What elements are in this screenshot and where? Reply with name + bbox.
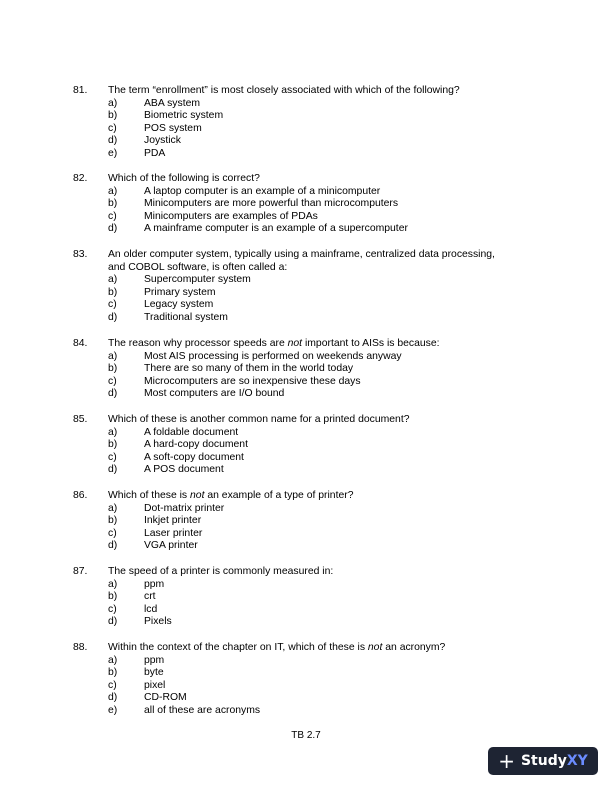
option <box>0 123 612 136</box>
option-letter: c) <box>108 210 117 222</box>
option <box>0 148 612 161</box>
option-letter: a) <box>108 185 118 197</box>
option-text: Legacy system <box>144 299 214 311</box>
question-84 <box>0 338 612 401</box>
option <box>0 515 612 528</box>
option-text: There are so many of them in the world today <box>144 363 354 375</box>
brand-name-main: Study <box>520 753 567 769</box>
option-letter: b) <box>108 591 118 603</box>
option <box>0 110 612 123</box>
option-text: Primary system <box>144 286 216 298</box>
option-letter: b) <box>108 110 118 122</box>
option <box>0 616 612 629</box>
brand-name-accent: XY <box>566 753 588 769</box>
question-text: Which of the following is correct? <box>108 173 260 184</box>
option-text: Microcomputers are so inexpensive these days <box>144 375 361 387</box>
option-letter: a) <box>108 274 118 286</box>
option-text: Supercomputer system <box>144 274 251 286</box>
option-letter: b) <box>108 198 118 210</box>
option-letter: d) <box>108 616 118 628</box>
option <box>0 388 612 401</box>
option <box>0 452 612 465</box>
option <box>0 503 612 516</box>
option-letter: b) <box>108 515 118 527</box>
option <box>0 427 612 440</box>
option <box>0 98 612 111</box>
option <box>0 540 612 553</box>
option-text: PDA <box>144 147 166 159</box>
option-letter: d) <box>108 135 118 147</box>
question-number: 84. <box>73 338 88 349</box>
option-text: Minicomputers are more powerful than microcomputers <box>144 198 399 210</box>
option-text: Minicomputers are examples of PDAs <box>144 210 318 222</box>
option-letter: e) <box>108 147 118 159</box>
option-letter: d) <box>108 540 118 552</box>
option-text: CD-ROM <box>144 692 187 704</box>
option-text: Joystick <box>144 135 181 147</box>
question-81 <box>0 85 612 161</box>
option-letter: c) <box>108 375 117 387</box>
studyxy-badge[interactable] <box>488 747 598 775</box>
question-number: 86. <box>73 490 88 501</box>
option <box>0 376 612 389</box>
plus-icon: + <box>498 749 515 773</box>
option <box>0 287 612 300</box>
option-letter: b) <box>108 667 118 679</box>
question-number: 87. <box>73 566 88 577</box>
option <box>0 439 612 452</box>
option <box>0 667 612 680</box>
question-83 <box>0 249 612 325</box>
option-text: A POS document <box>144 464 224 476</box>
question-87 <box>0 566 612 629</box>
option-text: Dot-matrix printer <box>144 502 225 514</box>
option-letter: c) <box>108 527 117 539</box>
option-letter: c) <box>108 122 117 134</box>
option-letter: c) <box>108 451 117 463</box>
option-letter: b) <box>108 286 118 298</box>
question-number: 85. <box>73 414 88 425</box>
option <box>0 655 612 668</box>
option-letter: c) <box>108 299 117 311</box>
question-number: 88. <box>73 642 88 653</box>
option-letter: b) <box>108 439 118 451</box>
option-text: Inkjet printer <box>144 515 202 527</box>
option <box>0 705 612 718</box>
option-letter: d) <box>108 223 118 235</box>
question-88 <box>0 642 612 718</box>
option <box>0 299 612 312</box>
option-letter: a) <box>108 97 118 109</box>
option <box>0 186 612 199</box>
option-text: POS system <box>144 122 202 134</box>
option <box>0 680 612 693</box>
option-letter: a) <box>108 350 118 362</box>
question-85 <box>0 414 612 477</box>
question-86 <box>0 490 612 553</box>
option-letter: b) <box>108 363 118 375</box>
option-letter: a) <box>108 654 118 666</box>
option-text: A foldable document <box>144 426 239 438</box>
option-text: crt <box>144 591 156 603</box>
option-letter: e) <box>108 704 118 716</box>
option-text: Biometric system <box>144 110 224 122</box>
option <box>0 363 612 376</box>
option-text: A soft-copy document <box>144 451 244 463</box>
option-letter: d) <box>108 311 118 323</box>
option <box>0 198 612 211</box>
question-text: Which of these is not an example of a type of printer? <box>108 490 354 501</box>
option-letter: d) <box>108 692 118 704</box>
option-letter: a) <box>108 502 118 514</box>
option-letter: c) <box>108 603 117 615</box>
option-text: A mainframe computer is an example of a supercomputer <box>144 223 408 235</box>
option-letter: d) <box>108 464 118 476</box>
question-text: Within the context of the chapter on IT, which of these is not an acronym? <box>108 642 446 653</box>
option <box>0 211 612 224</box>
option-text: VGA printer <box>144 540 198 552</box>
question-number: 81. <box>73 85 88 96</box>
question-text: and COBOL software, is often called a: <box>108 261 288 273</box>
question-text: The term “enrollment” is most closely associated with which of the following? <box>108 85 460 96</box>
option <box>0 604 612 617</box>
option-text: Most AIS processing is performed on weekends anyway <box>144 350 402 362</box>
option-letter: a) <box>108 426 118 438</box>
option <box>0 274 612 287</box>
option <box>0 692 612 705</box>
question-text: Which of these is another common name for a printed document? <box>108 414 410 425</box>
option-text: pixel <box>144 679 166 691</box>
option-text: all of these are acronyms <box>144 704 261 716</box>
option-text: byte <box>144 667 164 679</box>
option <box>0 312 612 325</box>
option-text: Traditional system <box>144 311 228 323</box>
option-text: ABA system <box>144 97 201 109</box>
option-letter: a) <box>108 578 118 590</box>
option-text: A laptop computer is an example of a minicomputer <box>144 185 381 197</box>
option-text: ppm <box>144 578 165 590</box>
question-number: 82. <box>73 173 88 184</box>
option <box>0 579 612 592</box>
question-text: An older computer system, typically using a mainframe, centralized data processing, <box>108 249 495 260</box>
option <box>0 528 612 541</box>
option-text: ppm <box>144 654 165 666</box>
question-text: The reason why processor speeds are not important to AISs is because: <box>108 338 440 349</box>
option-letter: d) <box>108 388 118 400</box>
question-82 <box>0 173 612 236</box>
option <box>0 351 612 364</box>
option-text: A hard-copy document <box>144 439 248 451</box>
option-text: lcd <box>144 603 158 615</box>
option <box>0 464 612 477</box>
question-number: 83. <box>73 249 88 260</box>
option-text: Pixels <box>144 616 172 628</box>
option <box>0 135 612 148</box>
option-text: Most computers are I/O bound <box>144 388 285 400</box>
option <box>0 591 612 604</box>
page-footer: TB 2.7 <box>291 730 321 741</box>
question-text: The speed of a printer is commonly measured in: <box>108 566 334 577</box>
option-text: Laser printer <box>144 527 203 539</box>
option-letter: c) <box>108 679 117 691</box>
option <box>0 223 612 236</box>
